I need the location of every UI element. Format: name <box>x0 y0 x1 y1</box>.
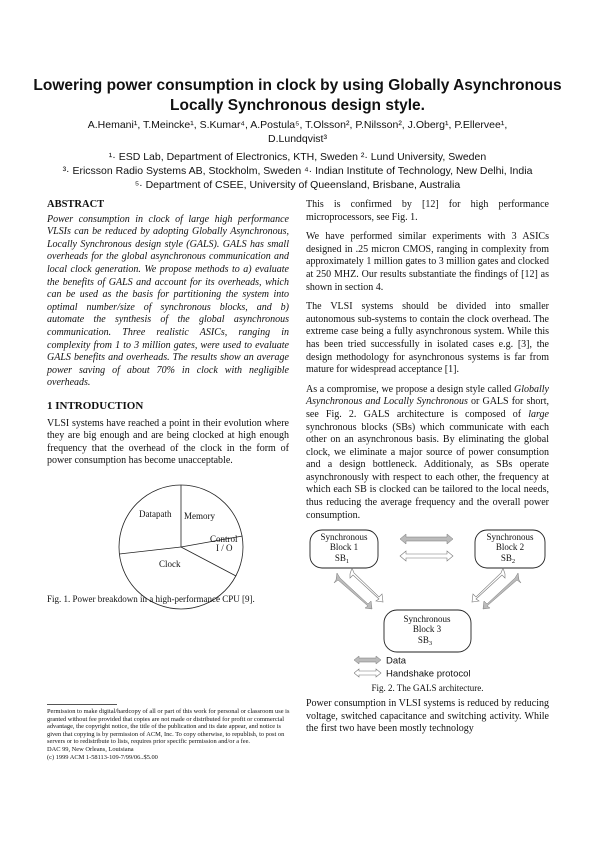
sb3-line-1: Synchronous <box>403 614 451 624</box>
affiliation-line-1: ¹· ESD Lab, Department of Electronics, KTH, Sweden ²· Lund University, Sweden <box>108 151 487 163</box>
sb3-line-2: Block 3 <box>412 624 442 634</box>
right-paragraph-1: This is confirmed by [12] for high performance microprocessors, see Fig. 1. <box>306 199 549 223</box>
sb1-name: SB <box>334 553 346 563</box>
handshake-arrow-sb2-sb3 <box>472 568 505 602</box>
handshake-arrow-sb1-sb3 <box>350 568 383 602</box>
legend-handshake <box>354 666 514 680</box>
figure-2-caption: Fig. 2. The GALS architecture. <box>371 683 484 693</box>
right-column <box>306 199 549 529</box>
gals-term: Globally Asynchronous and Locally Synchronous <box>306 383 549 408</box>
conference-line: DAC 99, New Orleans, Louisiana <box>47 745 134 753</box>
sb2-line-2: Block 2 <box>495 542 525 552</box>
abstract-heading: ABSTRACT <box>47 199 105 210</box>
figure-1-caption: Fig. 1. Power breakdown in a high-performance CPU [9]. <box>47 594 255 604</box>
permission-notice <box>47 704 292 761</box>
right-paragraph-3: The VLSI systems should be divided into smaller autonomous sub-systems to contain the clock overhead. The extreme case being a fully asynchronous system. While this has been tried successfully in isolated cases e.g. [3], the design methodology for asynchronous systems is far from mature for widespread acceptance [1]. <box>306 301 549 376</box>
introduction-text: VLSI systems have reached a point in their evolution where they are big enough and are being clocked at high enough frequency that the overhead of the clock in the form of power consumption has become unacceptable. <box>47 417 289 467</box>
large-term: large <box>528 408 549 420</box>
data-arrow-sb2-sb3 <box>483 573 521 609</box>
handshake-arrow-sb1-sb2 <box>400 551 453 561</box>
sb3-name: SB <box>417 635 429 645</box>
sb1-subscript: 1 <box>345 558 350 565</box>
sb1-line-2: Block 1 <box>329 542 359 552</box>
legend-handshake-label: Handshake protocol <box>386 668 471 680</box>
pie-label-io: I / O <box>216 543 233 553</box>
title-line-2: Locally Synchronous design style. <box>170 97 425 114</box>
right-column-continuation: Power consumption in VLSI systems is reduced by reducing voltage, switched capacitance and switching activity. While the first two have been mostly technology <box>306 698 549 735</box>
copyright-line: (c) 1999 ACM 1-58113-109-7/99/06..$5.00 <box>47 753 158 761</box>
authors-line-1: A.Hemani¹, T.Meincke¹, S.Kumar⁴, A.Postula⁵, T.Olsson², P.Nilsson², J.Oberg¹, P.Ellervee¹, <box>87 119 508 131</box>
pie-label-control: Control <box>210 534 238 544</box>
footnote-rule <box>47 704 117 705</box>
abstract-text: Power consumption in clock of large high performance VLSIs can be reduced by adopting Globally Asynchronous, Locally Synchronous design style (GALS). GALS has small overheads for the global asynchronous communication and local clock generation. We propose methods to a) evaluate the benefits of GALS and account for its overheads, which can be used as the basis for partitioning the system into optimal number/size of synchronous blocks, and b) automate the synthesis of the global asynchronous communication. Three realistic ASICs, ranging in complexity from 1 to 3 million gates, were used to evaluate GALS benefits and overheads. The results show an average power saving of about 70% in clock with negligible overheads. <box>47 213 289 389</box>
left-column <box>47 199 289 475</box>
power-breakdown-pie <box>118 484 244 610</box>
gals-architecture-diagram <box>306 526 549 666</box>
sb2-line-1: Synchronous <box>486 532 534 542</box>
legend-data <box>354 656 407 667</box>
right-paragraph-2: We have performed similar experiments with 3 ASICs designed in .25 micron CMOS, ranging in complexity from approximately 1 million gates to 3 million gates and clocked at 250 MHZ. Our results substantiate the findings of [12] as shown in section 4. <box>306 231 549 293</box>
author-list <box>30 118 565 146</box>
title-line-1: Lowering power consumption in clock by using Globally Asynchronous <box>33 77 562 94</box>
introduction-heading: 1 INTRODUCTION <box>47 399 144 412</box>
handshake-legend-arrow <box>354 669 381 677</box>
sb3-subscript: 3 <box>428 640 433 647</box>
pie-label-datapath: Datapath <box>139 509 172 519</box>
p4-part-e: synchronous blocks (SBs) which communicate with each other on an asynchronous basis. By eliminating the global clock, we eliminate a major source of power consumption and a design bottleneck. Additionaly, as SBs operate asynchronously with respect to each other, the frequency at which each SB is clocked can be tailored to the local needs, thus reducing the average frequency and the overall power consumption. <box>306 421 549 521</box>
legend-data-label: Data <box>386 655 407 666</box>
affiliation-line-2: ³· Ericsson Radio Systems AB, Stockholm, Sweden ⁴· Indian Institute of Technology, New Delhi, India <box>62 165 533 177</box>
sb1-line-1: Synchronous <box>320 532 368 542</box>
right-paragraph-4 <box>306 384 549 523</box>
data-arrow-sb1-sb3 <box>334 573 372 609</box>
p4-part-c: or GALS for short, see Fig. 2. GALS architecture is composed of <box>306 396 549 420</box>
affiliation-line-3: ⁵· Department of CSEE, University of Queensland, Brisbane, Australia <box>134 179 461 191</box>
p4-part-a: As a compromise, we propose a design style called <box>306 383 514 395</box>
pie-label-clock: Clock <box>159 559 181 569</box>
sb2-subscript: 2 <box>511 558 516 565</box>
data-arrow-sb1-sb2 <box>400 534 453 544</box>
pie-label-memory: Memory <box>184 511 215 521</box>
affiliations <box>30 150 565 192</box>
permission-text: Permission to make digital/hardcopy of all or part of this work for personal or classroom use is granted without fee provided that copies are not made or distributed for profit or commercial advantage, the copyright notice, the title of the publication and its date appear, and notice is given that copying is by permission of ACM, Inc. To copy otherwise, to republish, to post on servers or to redistribute to lists, requires prior specific permission and/or a fee. <box>47 708 290 746</box>
authors-line-2: D.Lundqvist³ <box>268 133 327 145</box>
paper-title <box>30 76 565 116</box>
sb2-name: SB <box>500 553 512 563</box>
